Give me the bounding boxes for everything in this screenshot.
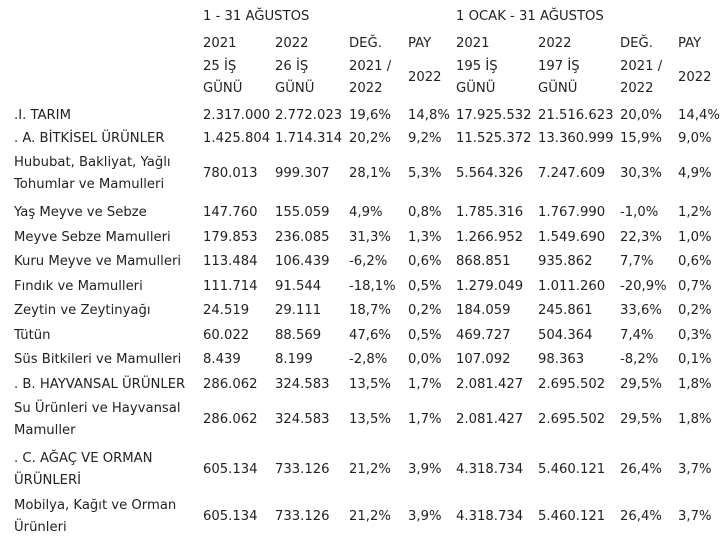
col-header-days: 197 İŞ	[538, 59, 580, 74]
table-row	[0, 227, 722, 249]
value-2021-aug: 111.714	[203, 279, 258, 294]
change-ytd: 26,4%	[620, 509, 662, 524]
table-row	[0, 152, 722, 198]
value-2021-aug: 780.013	[203, 166, 258, 181]
share-ytd: 0,7%	[678, 279, 712, 294]
col-header-year: 2021	[456, 36, 490, 51]
col-header-change: DEĞ.	[620, 36, 653, 51]
col-header-year: 2022	[275, 36, 309, 51]
change-ytd: 7,7%	[620, 254, 654, 269]
value-2022-ytd: 1.011.260	[538, 279, 606, 294]
value-2021-ytd: 2.081.427	[456, 377, 524, 392]
share-aug: 0,8%	[408, 205, 442, 220]
col-header-period-year: 2022	[349, 81, 383, 96]
value-2022-aug: 155.059	[275, 205, 330, 220]
share-ytd: 1,8%	[678, 377, 712, 392]
share-aug: 0,0%	[408, 352, 442, 367]
share-ytd: 9,0%	[678, 131, 712, 146]
row-label: Zeytin ve Zeytinyağı	[14, 303, 151, 318]
share-aug: 0,2%	[408, 303, 442, 318]
share-aug: 5,3%	[408, 166, 442, 181]
share-aug: 9,2%	[408, 131, 442, 146]
col-header-period: 2021 /	[349, 59, 392, 74]
col-header-period: 2021 /	[620, 59, 663, 74]
value-2021-ytd: 4.318.734	[456, 462, 524, 477]
value-2021-aug: 179.853	[203, 230, 258, 245]
change-ytd: 29,5%	[620, 412, 662, 427]
value-2022-aug: 236.085	[275, 230, 330, 245]
value-2022-ytd: 5.460.121	[538, 462, 606, 477]
share-ytd: 14,4%	[678, 108, 720, 123]
value-2021-ytd: 1.266.952	[456, 230, 524, 245]
row-label: Fındık ve Mamulleri	[14, 279, 143, 294]
share-ytd: 0,6%	[678, 254, 712, 269]
period-header-jan-aug: 1 OCAK - 31 AĞUSTOS	[456, 9, 604, 24]
value-2021-ytd: 5.564.326	[456, 166, 524, 181]
row-label: Yaş Meyve ve Sebze	[14, 205, 147, 220]
value-2021-aug: 605.134	[203, 462, 258, 477]
value-2021-ytd: 1.785.316	[456, 205, 524, 220]
value-2021-aug: 1.425.804	[203, 131, 271, 146]
value-2022-aug: 8.199	[275, 352, 313, 367]
col-header-change: DEĞ.	[349, 36, 382, 51]
share-ytd: 1,8%	[678, 412, 712, 427]
value-2022-aug: 88.569	[275, 328, 322, 343]
change-aug: 13,5%	[349, 377, 391, 392]
col-header-period-year: 2022	[620, 81, 654, 96]
share-aug: 0,6%	[408, 254, 442, 269]
value-2021-ytd: 17.925.532	[456, 108, 532, 123]
change-ytd: -20,9%	[620, 279, 667, 294]
value-2022-ytd: 98.363	[538, 352, 585, 367]
col-header-share-year: 2022	[678, 70, 712, 85]
col-header-days: 26 İŞ	[275, 59, 309, 74]
value-2022-aug: 1.714.314	[275, 131, 343, 146]
value-2022-ytd: 245.861	[538, 303, 593, 318]
share-ytd: 3,7%	[678, 462, 712, 477]
value-2022-aug: 324.583	[275, 377, 330, 392]
change-aug: 28,1%	[349, 166, 391, 181]
value-2021-aug: 2.317.000	[203, 108, 271, 123]
value-2022-aug: 106.439	[275, 254, 330, 269]
share-ytd: 4,9%	[678, 166, 712, 181]
share-aug: 14,8%	[408, 108, 450, 123]
value-2021-ytd: 469.727	[456, 328, 511, 343]
row-label: Tütün	[14, 328, 51, 343]
value-2022-aug: 999.307	[275, 166, 330, 181]
change-aug: 21,2%	[349, 462, 391, 477]
value-2021-aug: 286.062	[203, 412, 258, 427]
row-label: Mobilya, Kağıt ve Orman Ürünleri	[14, 498, 177, 535]
value-2022-aug: 733.126	[275, 462, 330, 477]
table-row	[0, 128, 722, 150]
col-header-days: 195 İŞ	[456, 59, 498, 74]
change-ytd: 22,3%	[620, 230, 662, 245]
row-label: Süs Bitkileri ve Mamulleri	[14, 352, 182, 367]
change-ytd: -1,0%	[620, 205, 659, 220]
value-2022-aug: 2.772.023	[275, 108, 343, 123]
row-label: . B. HAYVANSAL ÜRÜNLER	[14, 377, 186, 392]
table-row	[0, 300, 722, 322]
value-2022-ytd: 7.247.609	[538, 166, 606, 181]
value-2021-aug: 8.439	[203, 352, 241, 367]
col-header-year: 2021	[203, 36, 237, 51]
table-row	[0, 349, 722, 371]
change-ytd: 30,3%	[620, 166, 662, 181]
value-2021-aug: 24.519	[203, 303, 250, 318]
table-row	[0, 202, 722, 224]
share-aug: 1,3%	[408, 230, 442, 245]
row-label: Meyve Sebze Mamulleri	[14, 230, 171, 245]
value-2022-ytd: 1.767.990	[538, 205, 606, 220]
value-2021-ytd: 4.318.734	[456, 509, 524, 524]
value-2022-aug: 324.583	[275, 412, 330, 427]
table-row	[0, 325, 722, 347]
share-aug: 0,5%	[408, 328, 442, 343]
value-2021-ytd: 184.059	[456, 303, 511, 318]
change-aug: 4,9%	[349, 205, 383, 220]
row-label: Kuru Meyve ve Mamulleri	[14, 254, 182, 269]
change-aug: 47,6%	[349, 328, 391, 343]
row-label: . C. AĞAÇ VE ORMAN ÜRÜNLERİ	[14, 451, 153, 488]
value-2022-ytd: 504.364	[538, 328, 593, 343]
value-2021-aug: 286.062	[203, 377, 258, 392]
share-ytd: 1,2%	[678, 205, 712, 220]
col-header-share: PAY	[408, 36, 432, 51]
share-aug: 0,5%	[408, 279, 442, 294]
share-ytd: 0,2%	[678, 303, 712, 318]
change-aug: 19,6%	[349, 108, 391, 123]
table-row	[0, 398, 722, 444]
change-aug: -6,2%	[349, 254, 388, 269]
change-aug: 13,5%	[349, 412, 391, 427]
change-ytd: 7,4%	[620, 328, 654, 343]
share-aug: 1,7%	[408, 377, 442, 392]
table-row	[0, 495, 722, 541]
value-2022-aug: 29.111	[275, 303, 322, 318]
value-2021-aug: 113.484	[203, 254, 258, 269]
col-header-days-unit: GÜNÜ	[456, 81, 496, 96]
value-2022-ytd: 2.695.502	[538, 377, 606, 392]
change-aug: 20,2%	[349, 131, 391, 146]
change-aug: 31,3%	[349, 230, 391, 245]
row-label: Hububat, Bakliyat, Yağlı Tohumlar ve Mamulleri	[14, 155, 171, 192]
col-header-days: 25 İŞ	[203, 59, 237, 74]
value-2022-ytd: 1.549.690	[538, 230, 606, 245]
col-header-share-year: 2022	[408, 70, 442, 85]
col-header-days-unit: GÜNÜ	[275, 81, 315, 96]
share-aug: 3,9%	[408, 462, 442, 477]
row-label: .I. TARIM	[14, 108, 71, 123]
value-2022-ytd: 935.862	[538, 254, 593, 269]
change-ytd: 15,9%	[620, 131, 662, 146]
value-2021-aug: 60.022	[203, 328, 250, 343]
table-row	[0, 251, 722, 273]
share-ytd: 1,0%	[678, 230, 712, 245]
value-2022-ytd: 2.695.502	[538, 412, 606, 427]
share-aug: 3,9%	[408, 509, 442, 524]
value-2021-ytd: 2.081.427	[456, 412, 524, 427]
change-ytd: -8,2%	[620, 352, 659, 367]
value-2021-ytd: 1.279.049	[456, 279, 524, 294]
value-2021-ytd: 868.851	[456, 254, 511, 269]
value-2021-aug: 147.760	[203, 205, 258, 220]
table-row	[0, 374, 722, 396]
change-aug: 18,7%	[349, 303, 391, 318]
change-ytd: 26,4%	[620, 462, 662, 477]
col-header-year: 2022	[538, 36, 572, 51]
row-label: . A. BİTKİSEL ÜRÜNLER	[14, 131, 165, 146]
value-2021-ytd: 107.092	[456, 352, 511, 367]
change-aug: -2,8%	[349, 352, 388, 367]
col-header-days-unit: GÜNÜ	[203, 81, 243, 96]
share-aug: 1,7%	[408, 412, 442, 427]
period-header-august: 1 - 31 AĞUSTOS	[203, 9, 310, 24]
share-ytd: 3,7%	[678, 509, 712, 524]
table-row	[0, 105, 722, 127]
value-2022-aug: 91.544	[275, 279, 322, 294]
value-2021-ytd: 11.525.372	[456, 131, 532, 146]
value-2021-aug: 605.134	[203, 509, 258, 524]
value-2022-ytd: 21.516.623	[538, 108, 614, 123]
col-header-days-unit: GÜNÜ	[538, 81, 578, 96]
share-ytd: 0,1%	[678, 352, 712, 367]
row-label: Su Ürünleri ve Hayvansal Mamuller	[14, 401, 181, 438]
change-aug: -18,1%	[349, 279, 396, 294]
table-row	[0, 276, 722, 298]
value-2022-aug: 733.126	[275, 509, 330, 524]
value-2022-ytd: 5.460.121	[538, 509, 606, 524]
table-row	[0, 448, 722, 494]
share-ytd: 0,3%	[678, 328, 712, 343]
change-ytd: 20,0%	[620, 108, 662, 123]
change-aug: 21,2%	[349, 509, 391, 524]
change-ytd: 29,5%	[620, 377, 662, 392]
change-ytd: 33,6%	[620, 303, 662, 318]
col-header-share: PAY	[678, 36, 702, 51]
value-2022-ytd: 13.360.999	[538, 131, 614, 146]
